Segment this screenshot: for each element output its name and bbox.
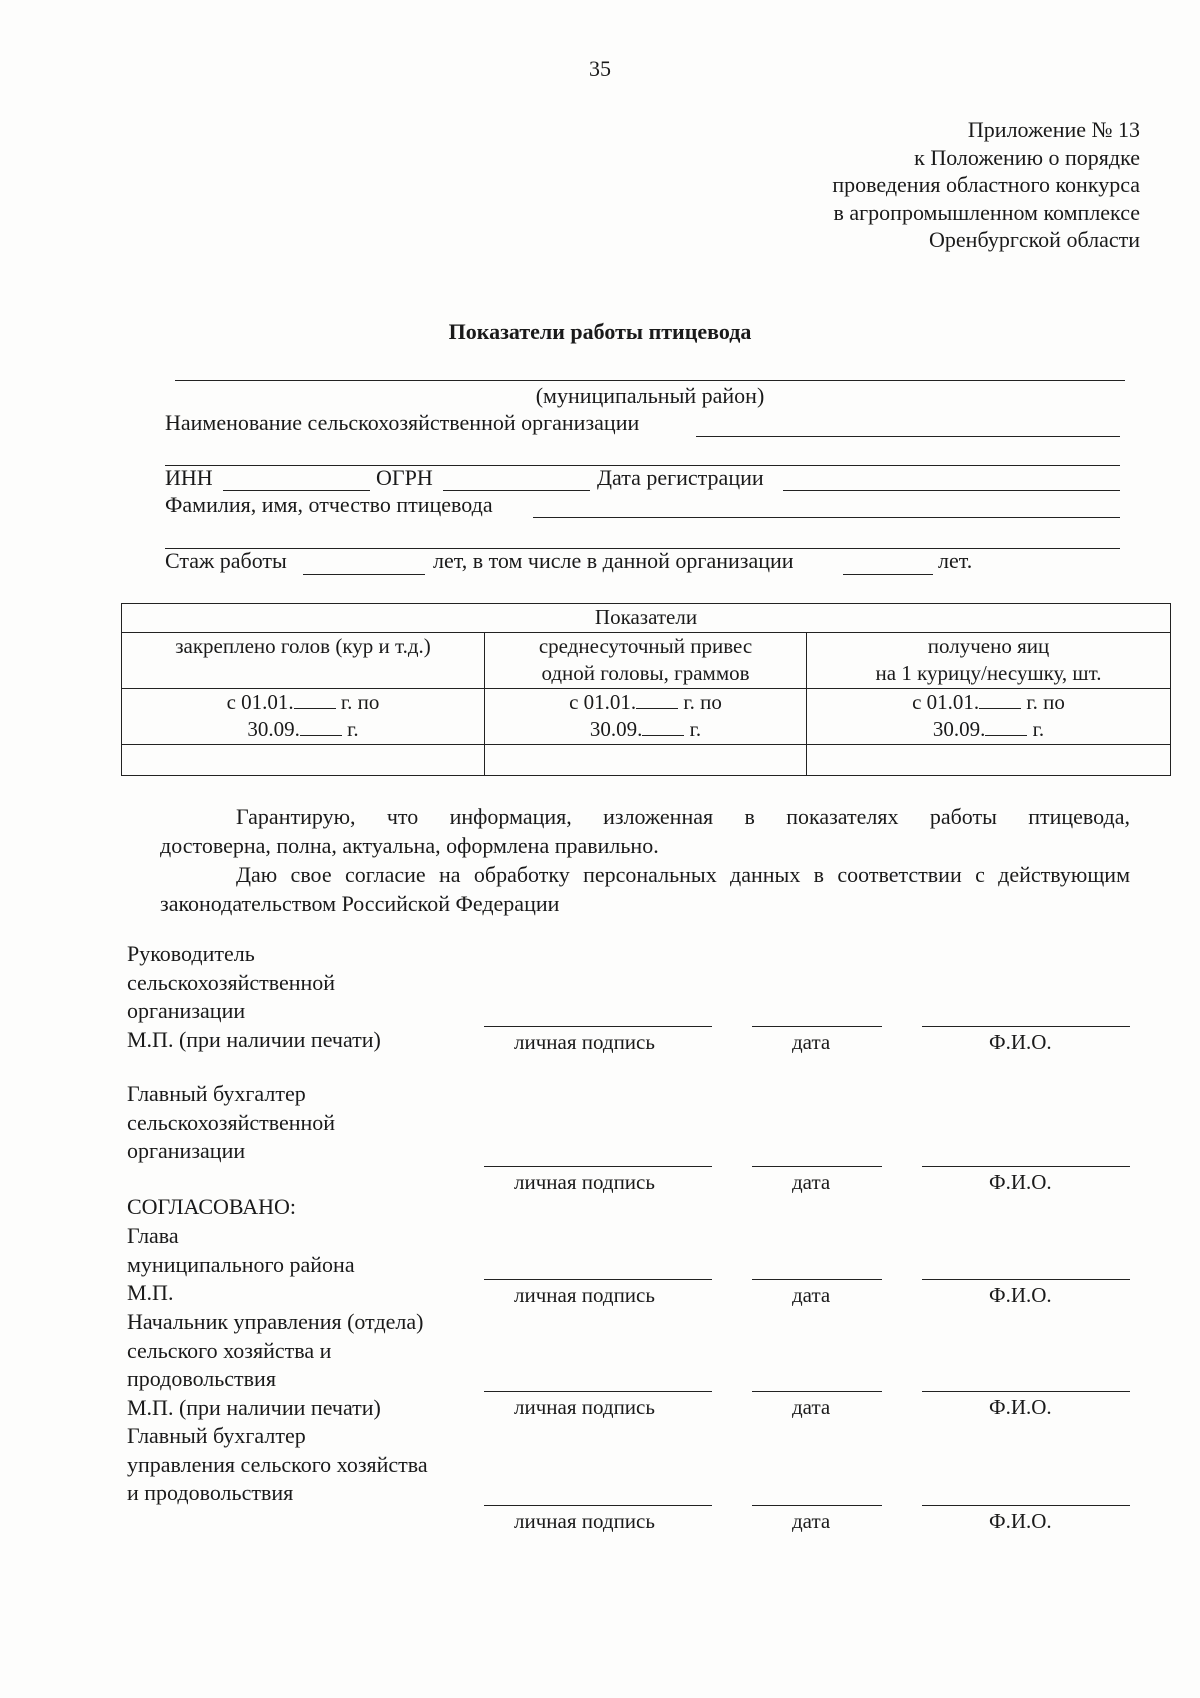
fio-line[interactable] bbox=[922, 1166, 1130, 1167]
column-label: закреплено голов (кур и т.д.) bbox=[175, 634, 431, 658]
signer-line: муниципального района bbox=[127, 1251, 355, 1277]
reg-date-field[interactable] bbox=[783, 490, 1120, 491]
appendix-line: Приложение № 13 bbox=[967, 117, 1140, 142]
fio-caption: Ф.И.О. bbox=[989, 1395, 1052, 1419]
signature-caption: личная подпись bbox=[514, 1170, 655, 1194]
table-header-row bbox=[122, 604, 1171, 633]
experience-org-field[interactable] bbox=[843, 574, 933, 575]
signature-caption: личная подпись bbox=[514, 1283, 655, 1307]
consent-paragraph bbox=[160, 860, 1130, 918]
period-end: г. bbox=[689, 717, 702, 741]
column-label: среднесуточный привес bbox=[538, 634, 753, 658]
consent-line: Даю свое согласие на обработку персональных данных в соответствии с действующим bbox=[236, 862, 1130, 887]
date-caption: дата bbox=[792, 1030, 831, 1054]
period-mid: г. по bbox=[1026, 690, 1065, 714]
table-columns-row bbox=[122, 633, 1171, 689]
signer-line: Главный бухгалтер bbox=[127, 1081, 306, 1106]
period-mid: г. по bbox=[340, 690, 380, 714]
date-line[interactable] bbox=[752, 1391, 882, 1392]
signer-head bbox=[127, 940, 381, 1054]
fio-line[interactable] bbox=[922, 1505, 1130, 1506]
column-label: получено яиц bbox=[927, 634, 1050, 658]
year-blank[interactable] bbox=[300, 717, 342, 736]
signer-line: управления сельского хозяйства bbox=[127, 1451, 428, 1477]
signer-line: сельского хозяйства и bbox=[127, 1337, 332, 1363]
date-caption: дата bbox=[792, 1283, 831, 1307]
org-name-label: Наименование сельскохозяйственной организации bbox=[165, 410, 640, 435]
period-from: с 01.01. bbox=[226, 690, 294, 714]
guarantee-line: достоверна, полна, актуальна, оформлена правильно. bbox=[160, 833, 659, 858]
signature-line[interactable] bbox=[484, 1166, 712, 1167]
document-title: Показатели работы птицевода bbox=[448, 319, 752, 344]
fio-line[interactable] bbox=[922, 1391, 1130, 1392]
signer-district-head bbox=[127, 1222, 355, 1308]
page-number: 35 bbox=[589, 56, 611, 81]
year-blank[interactable] bbox=[985, 717, 1027, 736]
appendix-reference bbox=[832, 116, 1140, 254]
appendix-line: в агропромышленном комплексе bbox=[833, 199, 1140, 225]
fio-caption: Ф.И.О. bbox=[989, 1283, 1052, 1307]
signer-line: сельскохозяйственной bbox=[127, 969, 336, 995]
fio-line[interactable] bbox=[922, 1279, 1130, 1280]
signer-line: продовольствия bbox=[127, 1366, 276, 1391]
signer-line: Главный бухгалтер bbox=[127, 1423, 306, 1448]
period-from: с 01.01. bbox=[912, 690, 980, 714]
fio-caption: Ф.И.О. bbox=[989, 1170, 1052, 1194]
fio-line[interactable] bbox=[922, 1026, 1130, 1027]
signer-line: организации bbox=[127, 1138, 246, 1163]
column-heads-count bbox=[122, 633, 485, 689]
fio-field[interactable] bbox=[533, 517, 1120, 518]
signer-line: Руководитель bbox=[127, 941, 255, 966]
column-daily-gain bbox=[485, 633, 807, 689]
table-header-cell: Показатели bbox=[122, 604, 1171, 633]
signature-caption: личная подпись bbox=[514, 1395, 655, 1419]
district-blank-line[interactable] bbox=[175, 380, 1125, 381]
appendix-line: к Положению о порядке bbox=[914, 144, 1140, 170]
signer-accountant bbox=[127, 1080, 335, 1166]
experience-mid-text: лет, в том числе в данной организации bbox=[433, 548, 794, 573]
signature-caption: личная подпись bbox=[514, 1030, 655, 1054]
indicators-table bbox=[121, 603, 1171, 776]
experience-end-text: лет. bbox=[938, 548, 973, 573]
table-period-row bbox=[122, 689, 1171, 745]
org-name-field[interactable] bbox=[696, 436, 1120, 437]
period-cell bbox=[122, 689, 485, 745]
signer-line: М.П. bbox=[127, 1280, 174, 1305]
signer-line: организации bbox=[127, 998, 246, 1023]
fio-label: Фамилия, имя, отчество птицевода bbox=[165, 492, 493, 517]
column-label: одной головы, граммов bbox=[541, 661, 750, 685]
date-line[interactable] bbox=[752, 1026, 882, 1027]
reg-date-label: Дата регистрации bbox=[597, 465, 764, 490]
period-to: 30.09. bbox=[247, 717, 300, 741]
signature-line[interactable] bbox=[484, 1026, 712, 1027]
table-data-row bbox=[122, 745, 1171, 776]
data-cell-eggs[interactable] bbox=[807, 745, 1171, 776]
date-line[interactable] bbox=[752, 1279, 882, 1280]
fio-caption: Ф.И.О. bbox=[989, 1030, 1052, 1054]
signer-line: и продовольствия bbox=[127, 1480, 294, 1505]
signature-line[interactable] bbox=[484, 1505, 712, 1506]
period-end: г. bbox=[347, 717, 359, 741]
date-caption: дата bbox=[792, 1395, 831, 1419]
period-cell bbox=[807, 689, 1171, 745]
ogrn-field[interactable] bbox=[443, 490, 590, 491]
period-cell bbox=[485, 689, 807, 745]
inn-label: ИНН bbox=[165, 465, 213, 490]
agreed-heading bbox=[127, 1193, 296, 1222]
date-line[interactable] bbox=[752, 1505, 882, 1506]
period-from: с 01.01. bbox=[569, 690, 637, 714]
column-label: на 1 курицу/несушку, шт. bbox=[875, 661, 1102, 685]
agreed-label: СОГЛАСОВАНО: bbox=[127, 1194, 296, 1219]
signature-line[interactable] bbox=[484, 1391, 712, 1392]
inn-field[interactable] bbox=[223, 490, 370, 491]
signer-dept-head bbox=[127, 1308, 423, 1422]
experience-label: Стаж работы bbox=[165, 548, 287, 573]
experience-total-field[interactable] bbox=[303, 574, 425, 575]
signer-line: М.П. (при наличии печати) bbox=[127, 1394, 381, 1420]
district-caption: (муниципальный район) bbox=[535, 383, 765, 408]
signer-line: Начальник управления (отдела) bbox=[127, 1309, 424, 1334]
year-blank[interactable] bbox=[642, 717, 684, 736]
date-caption: дата bbox=[792, 1509, 831, 1533]
ogrn-label: ОГРН bbox=[376, 465, 433, 490]
signature-line[interactable] bbox=[484, 1279, 712, 1280]
signature-caption: личная подпись bbox=[514, 1509, 655, 1533]
signer-line: М.П. (при наличии печати) bbox=[127, 1026, 381, 1052]
period-to: 30.09. bbox=[932, 717, 986, 741]
column-eggs bbox=[807, 633, 1171, 689]
appendix-line: проведения областного конкурса bbox=[832, 172, 1140, 197]
period-to: 30.09. bbox=[589, 717, 643, 741]
data-cell-gain[interactable] bbox=[485, 745, 807, 776]
period-end: г. bbox=[1032, 717, 1045, 741]
date-line[interactable] bbox=[752, 1166, 882, 1167]
signer-line: Глава bbox=[127, 1223, 179, 1248]
period-mid: г. по bbox=[683, 690, 722, 714]
year-blank[interactable] bbox=[979, 690, 1021, 709]
guarantee-paragraph bbox=[160, 802, 1130, 860]
signer-dept-accountant bbox=[127, 1422, 428, 1508]
fio-caption: Ф.И.О. bbox=[989, 1509, 1052, 1533]
data-cell-heads[interactable] bbox=[122, 745, 485, 776]
signer-line: сельскохозяйственной bbox=[127, 1109, 336, 1135]
date-caption: дата bbox=[792, 1170, 831, 1194]
consent-line: законодательством Российской Федерации bbox=[160, 891, 560, 916]
year-blank[interactable] bbox=[636, 690, 678, 709]
appendix-line: Оренбургской области bbox=[929, 227, 1140, 252]
guarantee-line: Гарантирую, что информация, изложенная в показателях работы птицевода, bbox=[236, 804, 1130, 829]
year-blank[interactable] bbox=[294, 690, 336, 709]
